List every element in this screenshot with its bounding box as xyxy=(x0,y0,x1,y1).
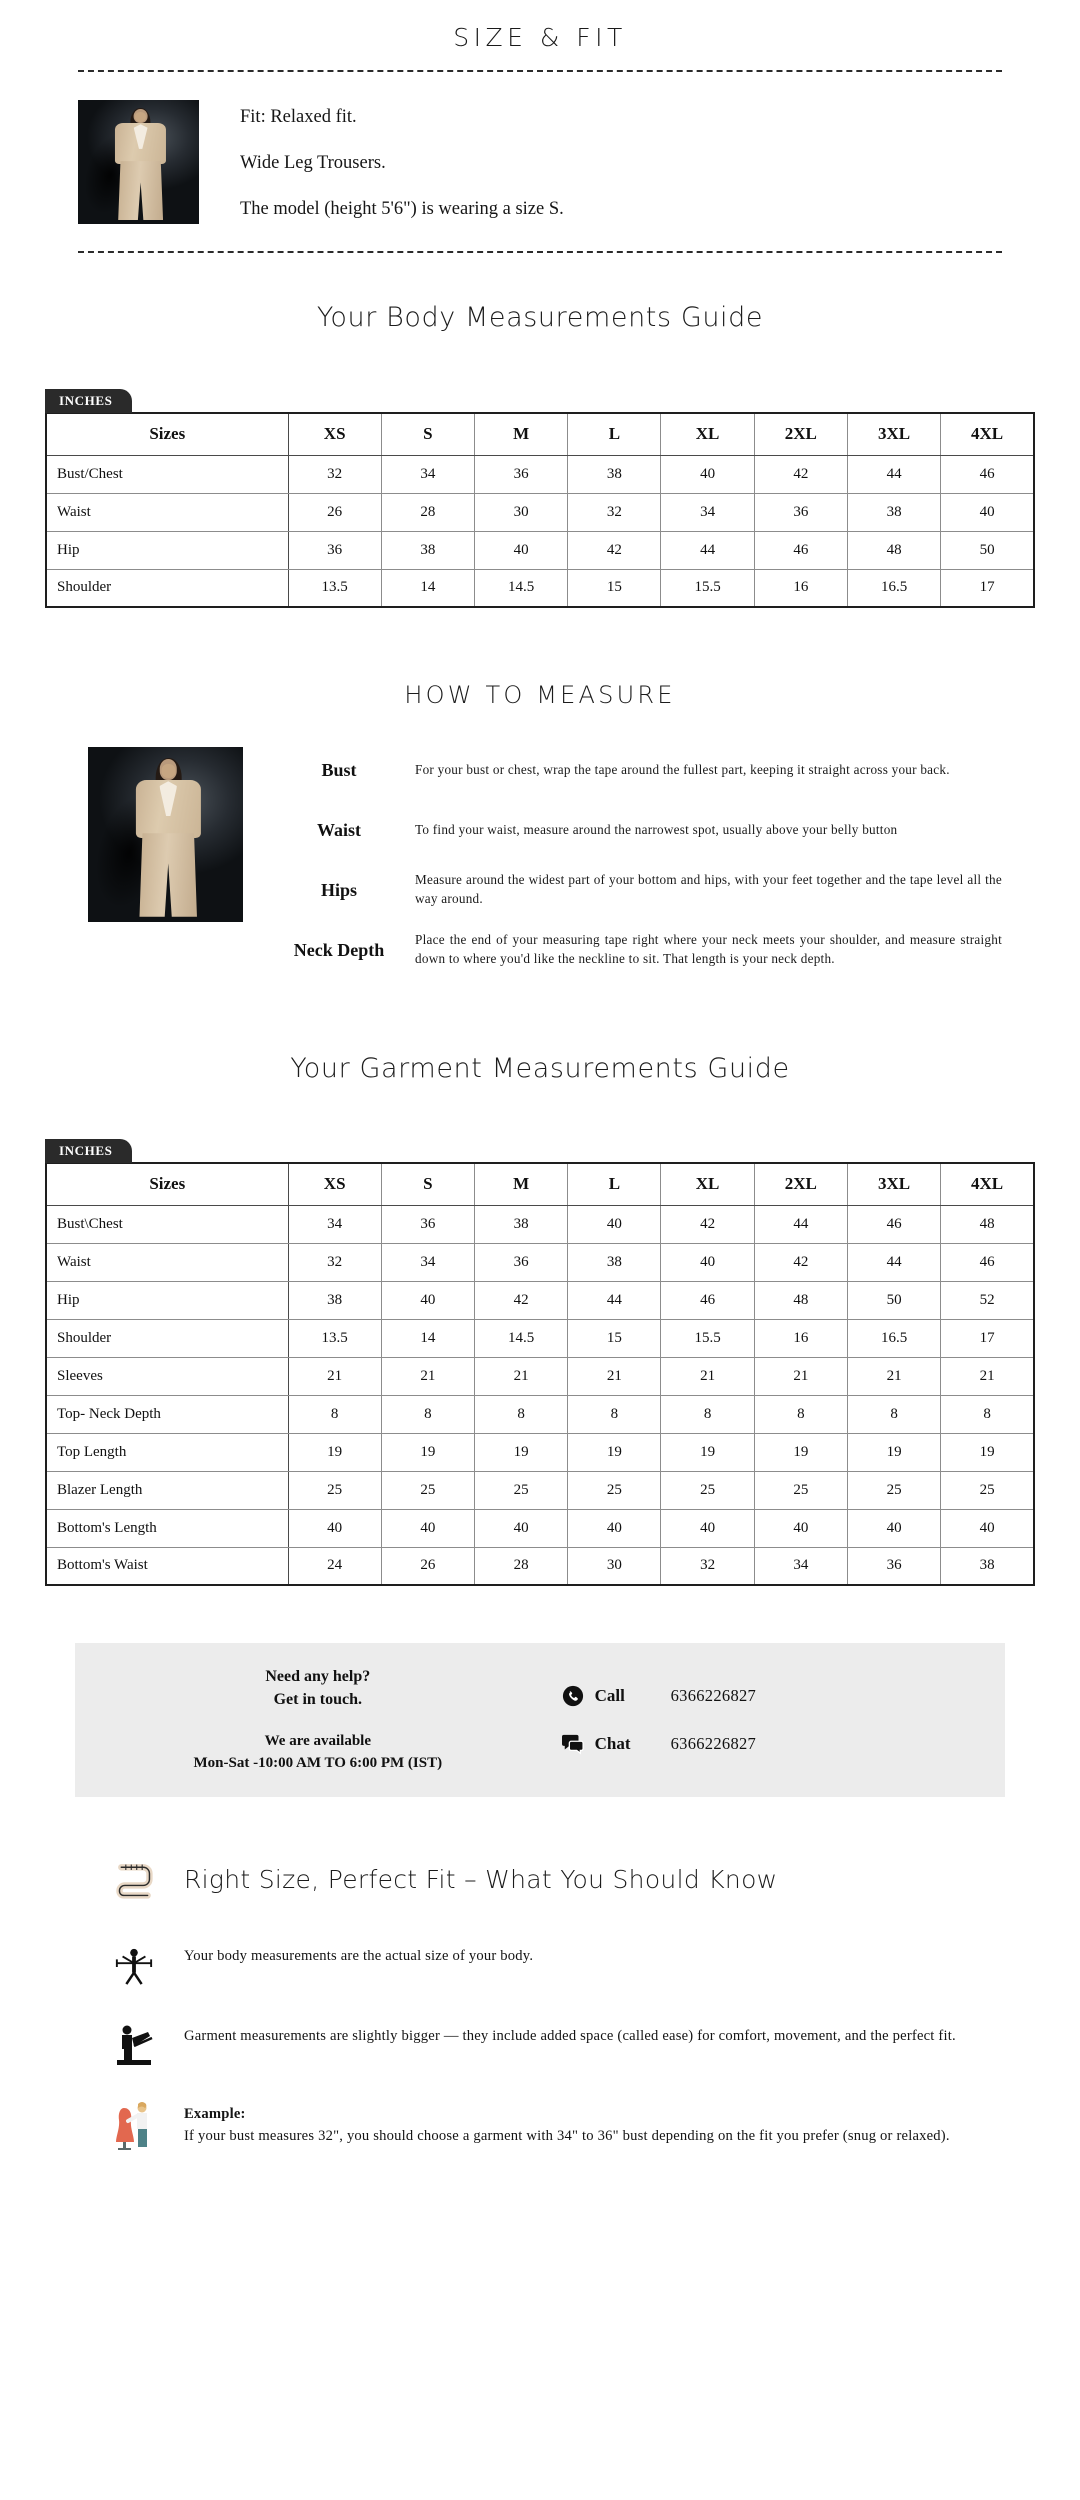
cell: 25 xyxy=(754,1471,847,1509)
fit-description-list xyxy=(199,100,564,224)
cell: 34 xyxy=(754,1547,847,1585)
measure-label: Bust xyxy=(321,759,357,780)
cell: 44 xyxy=(754,1205,847,1243)
cell: 28 xyxy=(381,493,474,531)
cell: 26 xyxy=(288,493,381,531)
table-header-row xyxy=(46,1163,1034,1205)
col-header: 4XL xyxy=(941,413,1034,455)
garment-guide-heading: Your Garment Measurements Guide xyxy=(290,1053,790,1084)
call-label: Call xyxy=(594,1685,625,1705)
cell: 17 xyxy=(941,569,1034,607)
col-header: 3XL xyxy=(847,413,940,455)
body-unit-badge: INCHES xyxy=(45,389,132,413)
cell: 15 xyxy=(568,569,661,607)
cell: 46 xyxy=(847,1205,940,1243)
divider-top xyxy=(78,70,1002,72)
cell: 40 xyxy=(661,1509,754,1547)
col-header: 4XL xyxy=(941,1163,1034,1205)
cell: 36 xyxy=(475,455,568,493)
model-photo-fit xyxy=(78,100,199,224)
cell: 40 xyxy=(754,1509,847,1547)
measure-item xyxy=(279,927,1002,973)
cell: 38 xyxy=(568,1243,661,1281)
tips-heading-row xyxy=(110,1854,1002,1906)
cell: 19 xyxy=(475,1433,568,1471)
tip-text: Garment measurements are slightly bigger — they include added space (called ease) for comfort, movement, and the perfect fit. xyxy=(184,2027,956,2044)
table-row xyxy=(46,455,1034,493)
measure-description: Measure around the widest part of your bottom and hips, with your feet together and the tape level all the way around. xyxy=(415,872,1002,906)
cell: 16.5 xyxy=(847,569,940,607)
cell: 40 xyxy=(381,1509,474,1547)
cell: 44 xyxy=(847,1243,940,1281)
cell: 38 xyxy=(475,1205,568,1243)
row-label: Top- Neck Depth xyxy=(46,1395,288,1433)
cell: 8 xyxy=(661,1395,754,1433)
cell: 42 xyxy=(475,1281,568,1319)
row-label: Bust/Chest xyxy=(46,455,288,493)
example-body: If your bust measures 32", you should choose a garment with 34" to 36" bust depending on the fit you prefer (snug or relaxed). xyxy=(184,2127,950,2144)
cell: 34 xyxy=(661,493,754,531)
cell: 19 xyxy=(661,1433,754,1471)
cell: 42 xyxy=(568,531,661,569)
body-table-body xyxy=(46,455,1034,607)
cell: 21 xyxy=(381,1357,474,1395)
cell: 15.5 xyxy=(661,1319,754,1357)
cell: 14.5 xyxy=(475,569,568,607)
garment-unit-badge: INCHES xyxy=(45,1139,132,1163)
table-row xyxy=(46,1509,1034,1547)
cell: 42 xyxy=(754,1243,847,1281)
cell: 8 xyxy=(754,1395,847,1433)
col-header: L xyxy=(568,1163,661,1205)
cell: 21 xyxy=(661,1357,754,1395)
cell: 8 xyxy=(381,1395,474,1433)
tip-item-body xyxy=(110,1940,1002,1992)
phone-icon xyxy=(561,1684,585,1708)
cell: 28 xyxy=(475,1547,568,1585)
cell: 52 xyxy=(941,1281,1034,1319)
cell: 13.5 xyxy=(288,569,381,607)
cell: 36 xyxy=(754,493,847,531)
cell: 16.5 xyxy=(847,1319,940,1357)
body-measurements-table xyxy=(45,412,1035,608)
how-to-measure-heading: HOW TO MEASURE xyxy=(404,681,676,709)
cell: 19 xyxy=(941,1433,1034,1471)
cell: 19 xyxy=(381,1433,474,1471)
cell: 38 xyxy=(288,1281,381,1319)
cell: 44 xyxy=(568,1281,661,1319)
availability-line1: We are available xyxy=(264,1733,371,1750)
need-help-line1: Need any help? xyxy=(265,1668,371,1685)
row-label: Bottom's Waist xyxy=(46,1547,288,1585)
cell: 46 xyxy=(941,455,1034,493)
need-help-line2: Get in touch. xyxy=(273,1691,363,1709)
measuring-tape-icon xyxy=(110,1854,158,1906)
body-measurements-table-wrap xyxy=(45,388,1035,608)
cell: 38 xyxy=(941,1547,1034,1585)
col-header: Sizes xyxy=(46,1163,288,1205)
measure-item xyxy=(279,807,1002,853)
row-label: Shoulder xyxy=(46,1319,288,1357)
col-header: L xyxy=(568,413,661,455)
cell: 21 xyxy=(568,1357,661,1395)
chat-label: Chat xyxy=(594,1733,631,1753)
table-row xyxy=(46,569,1034,607)
cell: 21 xyxy=(941,1357,1034,1395)
col-header: Sizes xyxy=(46,413,288,455)
cell: 36 xyxy=(475,1243,568,1281)
measure-item xyxy=(279,747,1002,793)
cell: 21 xyxy=(754,1357,847,1395)
model-photo-measure xyxy=(88,747,243,922)
cell: 8 xyxy=(941,1395,1034,1433)
help-contact-box xyxy=(75,1643,1005,1797)
fit-line: The model (height 5'6") is wearing a size S. xyxy=(240,198,564,219)
tailor-cutting-icon xyxy=(110,2020,158,2072)
table-row xyxy=(46,1433,1034,1471)
cell: 14.5 xyxy=(475,1319,568,1357)
table-row xyxy=(46,1471,1034,1509)
cell: 13.5 xyxy=(288,1319,381,1357)
row-label: Waist xyxy=(46,493,288,531)
dressform-fitting-icon xyxy=(110,2098,158,2150)
help-text-column xyxy=(95,1665,541,1775)
cell: 38 xyxy=(568,455,661,493)
cell: 25 xyxy=(288,1471,381,1509)
col-header: 3XL xyxy=(847,1163,940,1205)
availability-text xyxy=(95,1731,541,1775)
need-help-text xyxy=(95,1665,541,1711)
cell: 40 xyxy=(568,1509,661,1547)
cell: 19 xyxy=(754,1433,847,1471)
fit-summary xyxy=(78,100,1002,224)
cell: 25 xyxy=(381,1471,474,1509)
table-row xyxy=(46,1281,1034,1319)
cell: 36 xyxy=(847,1547,940,1585)
contact-call[interactable] xyxy=(561,1684,985,1708)
cell: 48 xyxy=(941,1205,1034,1243)
cell: 8 xyxy=(288,1395,381,1433)
measure-label: Waist xyxy=(316,819,361,840)
row-label: Waist xyxy=(46,1243,288,1281)
cell: 40 xyxy=(941,1509,1034,1547)
cell: 25 xyxy=(475,1471,568,1509)
tip-text: Your body measurements are the actual size of your body. xyxy=(184,1947,534,1964)
cell: 42 xyxy=(754,455,847,493)
cell: 38 xyxy=(381,531,474,569)
tip-text-example xyxy=(184,2098,1002,2148)
cell: 8 xyxy=(475,1395,568,1433)
measure-label: Neck Depth xyxy=(293,939,385,960)
call-number[interactable]: 6366226827 xyxy=(670,1685,757,1705)
cell: 40 xyxy=(568,1205,661,1243)
cell: 8 xyxy=(568,1395,661,1433)
cell: 25 xyxy=(847,1471,940,1509)
cell: 26 xyxy=(381,1547,474,1585)
cell: 36 xyxy=(288,531,381,569)
table-row xyxy=(46,493,1034,531)
cell: 25 xyxy=(941,1471,1034,1509)
col-header: M xyxy=(475,1163,568,1205)
cell: 40 xyxy=(475,531,568,569)
cell: 40 xyxy=(288,1509,381,1547)
page-title: SIZE & FIT xyxy=(453,23,627,52)
tip-item-example xyxy=(110,2098,1002,2150)
row-label: Shoulder xyxy=(46,569,288,607)
row-label: Hip xyxy=(46,1281,288,1319)
cell: 8 xyxy=(847,1395,940,1433)
cell: 40 xyxy=(941,493,1034,531)
cell: 40 xyxy=(661,455,754,493)
table-row xyxy=(46,1205,1034,1243)
cell: 40 xyxy=(661,1243,754,1281)
cell: 34 xyxy=(381,455,474,493)
cell: 38 xyxy=(847,493,940,531)
cell: 40 xyxy=(475,1509,568,1547)
measure-description: To find your waist, measure around the narrowest spot, usually above your belly button xyxy=(415,821,898,837)
measure-description: Place the end of your measuring tape right where your neck meets your shoulder, and measure straight down to where you'd like the neckline to sit. That length is your neck depth. xyxy=(415,932,1002,966)
garment-measurements-table xyxy=(45,1162,1035,1586)
fit-line: Wide Leg Trousers. xyxy=(240,152,386,173)
table-row xyxy=(46,1319,1034,1357)
table-header-row xyxy=(46,413,1034,455)
cell: 34 xyxy=(288,1205,381,1243)
cell: 32 xyxy=(661,1547,754,1585)
chat-number[interactable]: 6366226827 xyxy=(670,1733,757,1753)
cell: 46 xyxy=(754,531,847,569)
row-label: Bottom's Length xyxy=(46,1509,288,1547)
how-to-measure-block xyxy=(88,747,1002,973)
measure-description: For your bust or chest, wrap the tape around the fullest part, keeping it straight across your back. xyxy=(415,761,950,777)
cell: 36 xyxy=(381,1205,474,1243)
table-row xyxy=(46,1547,1034,1585)
cell: 40 xyxy=(381,1281,474,1319)
cell: 19 xyxy=(288,1433,381,1471)
row-label: Sleeves xyxy=(46,1357,288,1395)
col-header: XS xyxy=(288,413,381,455)
tip-item-garment xyxy=(110,2020,1002,2072)
row-label: Blazer Length xyxy=(46,1471,288,1509)
cell: 48 xyxy=(754,1281,847,1319)
cell: 50 xyxy=(941,531,1034,569)
table-row xyxy=(46,1243,1034,1281)
cell: 46 xyxy=(941,1243,1034,1281)
cell: 46 xyxy=(661,1281,754,1319)
col-header: S xyxy=(381,413,474,455)
row-label: Top Length xyxy=(46,1433,288,1471)
tips-heading: Right Size, Perfect Fit – What You Should Know xyxy=(184,1865,778,1895)
table-row xyxy=(46,1357,1034,1395)
measure-item xyxy=(279,867,1002,913)
cell: 14 xyxy=(381,569,474,607)
col-header: M xyxy=(475,413,568,455)
col-header: 2XL xyxy=(754,1163,847,1205)
cell: 48 xyxy=(847,531,940,569)
chat-icon xyxy=(561,1732,585,1756)
col-header: 2XL xyxy=(754,413,847,455)
body-measure-icon xyxy=(110,1940,158,1992)
cell: 16 xyxy=(754,569,847,607)
cell: 21 xyxy=(475,1357,568,1395)
cell: 32 xyxy=(288,455,381,493)
garment-measurements-table-wrap xyxy=(45,1138,1035,1586)
cell: 19 xyxy=(847,1433,940,1471)
measure-label: Hips xyxy=(320,879,358,900)
measure-items xyxy=(243,747,1002,973)
cell: 42 xyxy=(661,1205,754,1243)
cell: 32 xyxy=(288,1243,381,1281)
row-label: Bust\Chest xyxy=(46,1205,288,1243)
cell: 44 xyxy=(661,531,754,569)
cell: 25 xyxy=(661,1471,754,1509)
cell: 32 xyxy=(568,493,661,531)
cell: 19 xyxy=(568,1433,661,1471)
table-row xyxy=(46,1395,1034,1433)
cell: 40 xyxy=(847,1509,940,1547)
col-header: XS xyxy=(288,1163,381,1205)
cell: 15 xyxy=(568,1319,661,1357)
cell: 24 xyxy=(288,1547,381,1585)
cell: 15.5 xyxy=(661,569,754,607)
availability-line2: Mon-Sat -10:00 AM TO 6:00 PM (IST) xyxy=(193,1755,443,1772)
cell: 17 xyxy=(941,1319,1034,1357)
example-label: Example: xyxy=(184,2105,246,2122)
help-contacts-column xyxy=(541,1684,985,1756)
fit-line: Fit: Relaxed fit. xyxy=(240,107,357,127)
cell: 44 xyxy=(847,455,940,493)
cell: 34 xyxy=(381,1243,474,1281)
cell: 25 xyxy=(568,1471,661,1509)
col-header: XL xyxy=(661,1163,754,1205)
col-header: XL xyxy=(661,413,754,455)
cell: 14 xyxy=(381,1319,474,1357)
cell: 30 xyxy=(475,493,568,531)
cell: 16 xyxy=(754,1319,847,1357)
garment-table-body xyxy=(46,1205,1034,1585)
body-guide-heading: Your Body Measurements Guide xyxy=(316,302,764,333)
cell: 30 xyxy=(568,1547,661,1585)
table-row xyxy=(46,531,1034,569)
cell: 21 xyxy=(288,1357,381,1395)
cell: 50 xyxy=(847,1281,940,1319)
contact-chat[interactable] xyxy=(561,1732,985,1756)
row-label: Hip xyxy=(46,531,288,569)
cell: 21 xyxy=(847,1357,940,1395)
col-header: S xyxy=(381,1163,474,1205)
